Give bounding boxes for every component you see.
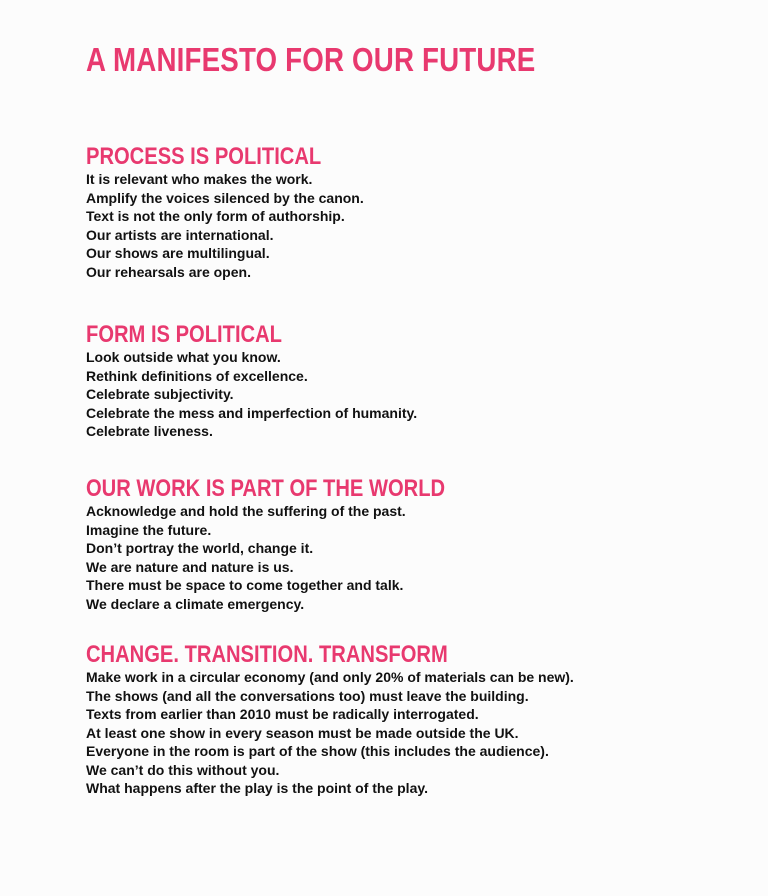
section-lines — [86, 348, 726, 441]
manifesto-line: We can’t do this without you. — [86, 761, 280, 778]
manifesto-line: Make work in a circular economy (and only 20% of materials can be new). — [86, 669, 574, 685]
section-lines — [86, 502, 726, 613]
section-process-is-political — [86, 144, 726, 281]
manifesto-line: Texts from earlier than 2010 must be radically interrogated. — [86, 706, 479, 722]
section-change-transition-transform — [86, 642, 726, 798]
section-lines — [86, 668, 726, 798]
manifesto-line: Celebrate subjectivity. — [86, 386, 234, 402]
manifesto-line: At least one show in every season must be made outside the UK. — [86, 724, 519, 741]
manifesto-line: What happens after the play is the point of the play. — [86, 780, 428, 796]
manifesto-line: Don’t portray the world, change it. — [86, 540, 314, 556]
manifesto-line: Rethink definitions of excellence. — [86, 367, 308, 384]
manifesto-line: We declare a climate emergency. — [86, 595, 305, 612]
manifesto-line: Celebrate the mess and imperfection of humanity. — [86, 404, 418, 421]
manifesto-line: Look outside what you know. — [86, 349, 281, 365]
manifesto-line: Our rehearsals are open. — [86, 263, 251, 280]
manifesto-line: Celebrate liveness. — [86, 423, 213, 439]
manifesto-line: The shows (and all the conversations too) must leave the building. — [86, 687, 529, 704]
manifesto-line: Text is not the only form of authorship. — [86, 208, 345, 224]
manifesto-line: Our shows are multilingual. — [86, 245, 270, 261]
page-title: A MANIFESTO FOR OUR FUTURE — [86, 41, 536, 78]
section-lines — [86, 170, 726, 281]
manifesto-line: Amplify the voices silenced by the canon. — [86, 189, 364, 206]
section-heading: CHANGE. TRANSITION. TRANSFORM — [86, 641, 448, 668]
manifesto-line: It is relevant who makes the work. — [86, 171, 313, 187]
section-heading: OUR WORK IS PART OF THE WORLD — [86, 475, 446, 502]
section-form-is-political — [86, 322, 726, 441]
section-heading: PROCESS IS POLITICAL — [86, 143, 322, 170]
manifesto-line: We are nature and nature is us. — [86, 558, 294, 575]
manifesto-line: Acknowledge and hold the suffering of the past. — [86, 503, 406, 519]
section-heading: FORM IS POLITICAL — [86, 321, 282, 348]
manifesto-line: Imagine the future. — [86, 521, 212, 538]
manifesto-line: Our artists are international. — [86, 226, 274, 243]
section-our-work-is-part-of-the-world — [86, 476, 726, 613]
manifesto-line: Everyone in the room is part of the show (this includes the audience). — [86, 743, 549, 759]
manifesto-line: There must be space to come together and talk. — [86, 577, 404, 593]
